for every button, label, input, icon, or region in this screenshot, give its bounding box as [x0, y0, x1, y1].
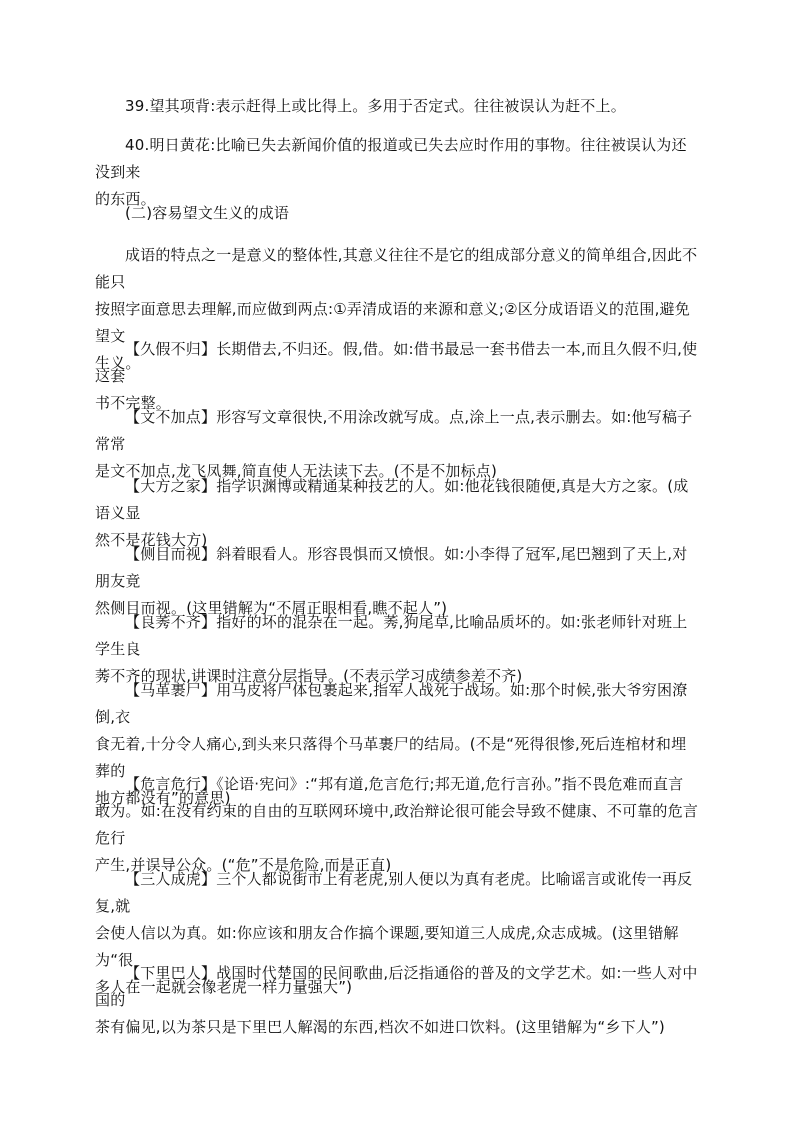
text-line: 莠不齐的现状,讲课时注意分层指导。(不表示学习成绩参差不齐) [95, 667, 523, 685]
text-line: 茶有偏见,以为茶只是下里巴人解渴的东西,档次不如进口饮料。(这里错解为“乡下人”) [95, 1018, 665, 1036]
text-line: 然侧目而视。(这里错解为“不屑正眼相看,瞧不起人”) [95, 599, 448, 617]
text-line: 【文不加点】形容写文章很快,不用涂改就写成。点,涂上一点,表示删去。如:他写稿子常常 [95, 408, 693, 453]
text-line: 【下里巴人】战国时代楚国的民间歌曲,后泛指通俗的普及的文学艺术。如:一些人对中国的 [95, 964, 698, 1009]
section-heading [95, 200, 699, 227]
idiom-entry [95, 960, 699, 1041]
text-line: 【良莠不齐】指好的坏的混杂在一起。莠,狗尾草,比喻品质坏的。如:张老师针对班上学生良 [95, 613, 688, 658]
text-line: (二)容易望文生义的成语 [125, 204, 290, 222]
text-line: 【三人成虎】三个人都说街市上有老虎,别人便以为真有老虎。比喻谣言或讹传一再反复,就 [95, 870, 693, 915]
text-line: 食无着,十分令人痛心,到头来只落得个马革裹尸的结局。(不是“死得很惨,死后连棺材和埋葬的 [95, 735, 687, 780]
text-line: 的东西。 [95, 190, 156, 208]
text-line: 然不是花钱大方) [95, 531, 208, 549]
text-line: 【马革裹尸】用马皮将尸体包裹起来,指军人战死于战场。如:那个时候,张大爷穷困潦倒,衣 [95, 681, 688, 726]
text-line: 地方都没有”的意思) [95, 789, 231, 807]
text-line: 敢为。如:在没有约束的自由的互联网环境中,政治辩论很可能会导致不健康、不可靠的危言危行 [95, 802, 699, 847]
text-line: 产生,并误导公众。(“危”不是危险,而是正直) [95, 856, 392, 874]
text-line: 40.明日黄花:比喻已失去新闻价值的报道或已失去应时作用的事物。往往被误认为还没到来 [95, 136, 687, 181]
text-line: 是文不加点,龙飞凤舞,简直使人无法读下去。(不是不加标点) [95, 462, 498, 480]
paragraph-item-39 [95, 93, 699, 120]
text-line: 【危言危行】《论语·宪问》:“邦有道,危言危行;邦无道,危行言孙。”指不畏危难而直言 [125, 775, 684, 793]
text-line: 会使人信以为真。如:你应该和朋友合作搞个课题,要知道三人成虎,众志成城。(这里错解为“很 [95, 924, 679, 969]
text-line: 【久假不归】长期借去,不归还。假,借。如:借书最忌一套书借去一本,而且久假不归,使这套 [95, 340, 698, 385]
text-line: 成语的特点之一是意义的整体性,其意义往往不是它的组成部分意义的简单组合,因此不能只 [95, 246, 698, 291]
text-line: 生义。 [95, 354, 141, 372]
text-line: 【侧目而视】斜着眼看人。形容畏惧而又愤恨。如:小李得了冠军,尾巴翘到了天上,对朋友竟 [95, 545, 688, 590]
idiom-entry [95, 771, 699, 879]
text-line: 书不完整。 [95, 394, 172, 412]
text-line: 按照字面意思去理解,而应做到两点:①弄清成语的来源和意义;②区分成语语义的范围,避免望文 [95, 300, 690, 345]
text-line: 39.望其项背:表示赶得上或比得上。多用于否定式。往往被误认为赶不上。 [125, 97, 626, 115]
text-line: 多人在一起就会像老虎一样力量强大”) [95, 978, 353, 996]
text-line: 【大方之家】指学识渊博或精通某种技艺的人。如:他花钱很随便,真是大方之家。(成语义显 [95, 477, 689, 522]
